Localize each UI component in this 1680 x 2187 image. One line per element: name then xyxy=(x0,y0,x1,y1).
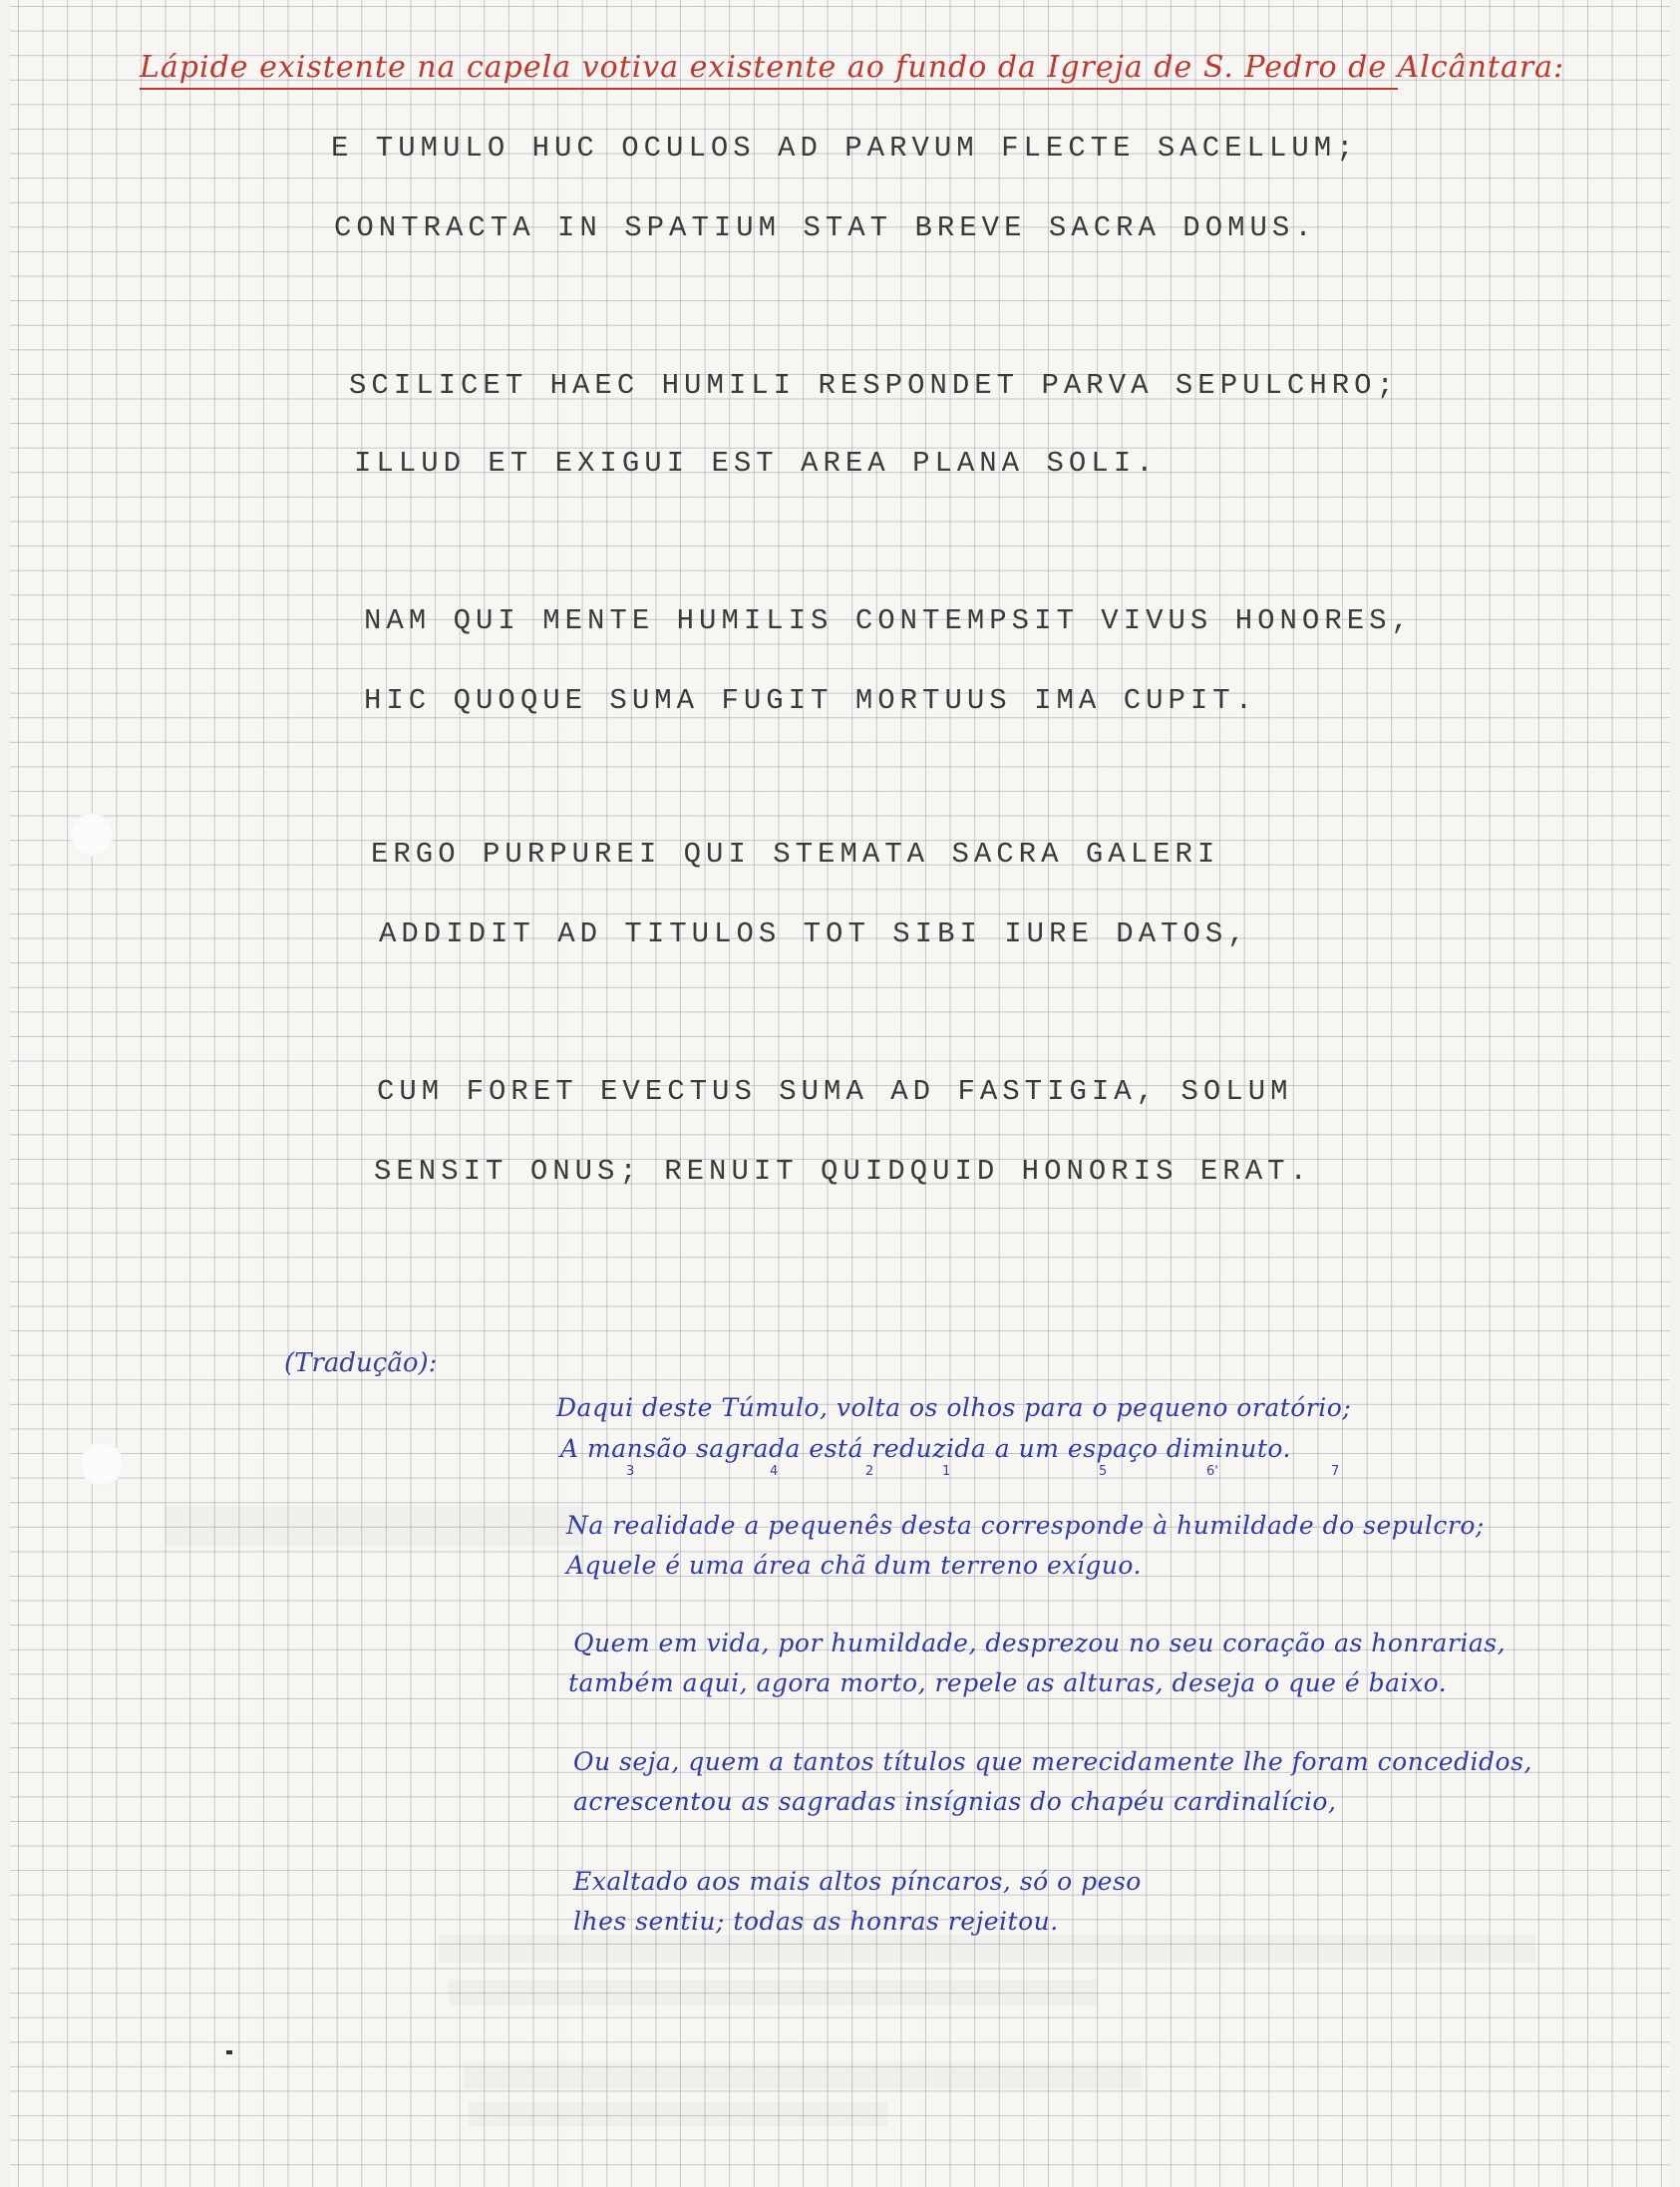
word-order-number: 1 xyxy=(942,1464,951,1479)
word-order-number: 7 xyxy=(1331,1464,1340,1479)
bleed-through-text xyxy=(464,2062,1142,2088)
latin-verse-7: ERGO PURPUREI QUI STEMATA SACRA GALERI xyxy=(371,838,1220,871)
bleed-through-text xyxy=(469,2102,887,2126)
word-order-number: 2 xyxy=(865,1464,874,1479)
word-order-number: 3 xyxy=(626,1464,635,1479)
word-order-number: 4 xyxy=(770,1464,779,1479)
punch-hole-bottom xyxy=(80,1442,124,1486)
translation-line-2: A mansão sagrada está reduzida a um espaço diminuto. xyxy=(560,1434,1291,1463)
translation-line-7: Ou seja, quem a tantos títulos que merecidamente lhe foram concedidos, xyxy=(573,1747,1532,1776)
graph-paper-sheet xyxy=(10,0,1670,2187)
translation-label: (Tradução): xyxy=(284,1348,438,1378)
latin-verse-3: SCILICET HAEC HUMILI RESPONDET PARVA SEPULCHRO; xyxy=(349,369,1399,402)
translation-line-9: Exaltado aos mais altos píncaros, só o peso xyxy=(573,1867,1142,1896)
latin-verse-4: ILLUD ET EXIGUI EST AREA PLANA SOLI. xyxy=(354,447,1159,480)
translation-line-6: também aqui, agora morto, repele as alturas, deseja o que é baixo. xyxy=(568,1668,1448,1697)
translation-line-10: lhes sentiu; todas as honras rejeitou. xyxy=(573,1907,1059,1936)
bleed-through-text xyxy=(439,1935,1535,1963)
latin-verse-2: CONTRACTA IN SPATIUM STAT BREVE SACRA DOMUS. xyxy=(334,211,1317,244)
page-header: Lápide existente na capela votiva existente ao fundo da Igreja de S. Pedro de Alcântara: xyxy=(140,50,1398,90)
word-order-number: 6' xyxy=(1206,1464,1218,1479)
bleed-through-text xyxy=(449,1980,1097,2005)
translation-line-4: Aquele é uma área chã dum terreno exíguo. xyxy=(566,1551,1142,1580)
latin-verse-10: SENSIT ONUS; RENUIT QUIDQUID HONORIS ERAT. xyxy=(374,1155,1312,1188)
latin-verse-9: CUM FORET EVECTUS SUMA AD FASTIGIA, SOLUM xyxy=(377,1075,1293,1108)
translation-line-1: Daqui deste Túmulo, volta os olhos para o pequeno oratório; xyxy=(556,1393,1352,1422)
latin-verse-8: ADDIDIT AD TITULOS TOT SIBI IURE DATOS, xyxy=(379,917,1250,950)
translation-line-5: Quem em vida, por humildade, desprezou no seu coração as honrarias, xyxy=(573,1629,1507,1657)
punch-hole-top xyxy=(70,813,114,857)
ink-dot xyxy=(226,2050,232,2054)
latin-verse-6: HIC QUOQUE SUMA FUGIT MORTUUS IMA CUPIT. xyxy=(364,684,1258,717)
translation-line-8: acrescentou as sagradas insígnias do chapéu cardinalício, xyxy=(573,1787,1337,1816)
translation-line-3: Na realidade a pequenês desta corresponde à humildade do sepulcro; xyxy=(566,1511,1485,1540)
latin-verse-5: NAM QUI MENTE HUMILIS CONTEMPSIT VIVUS HONORES, xyxy=(364,604,1414,637)
bleed-through-text xyxy=(165,1506,583,1546)
latin-verse-1: E TUMULO HUC OCULOS AD PARVUM FLECTE SACELLUM; xyxy=(331,132,1359,165)
word-order-number: 5 xyxy=(1099,1464,1108,1479)
